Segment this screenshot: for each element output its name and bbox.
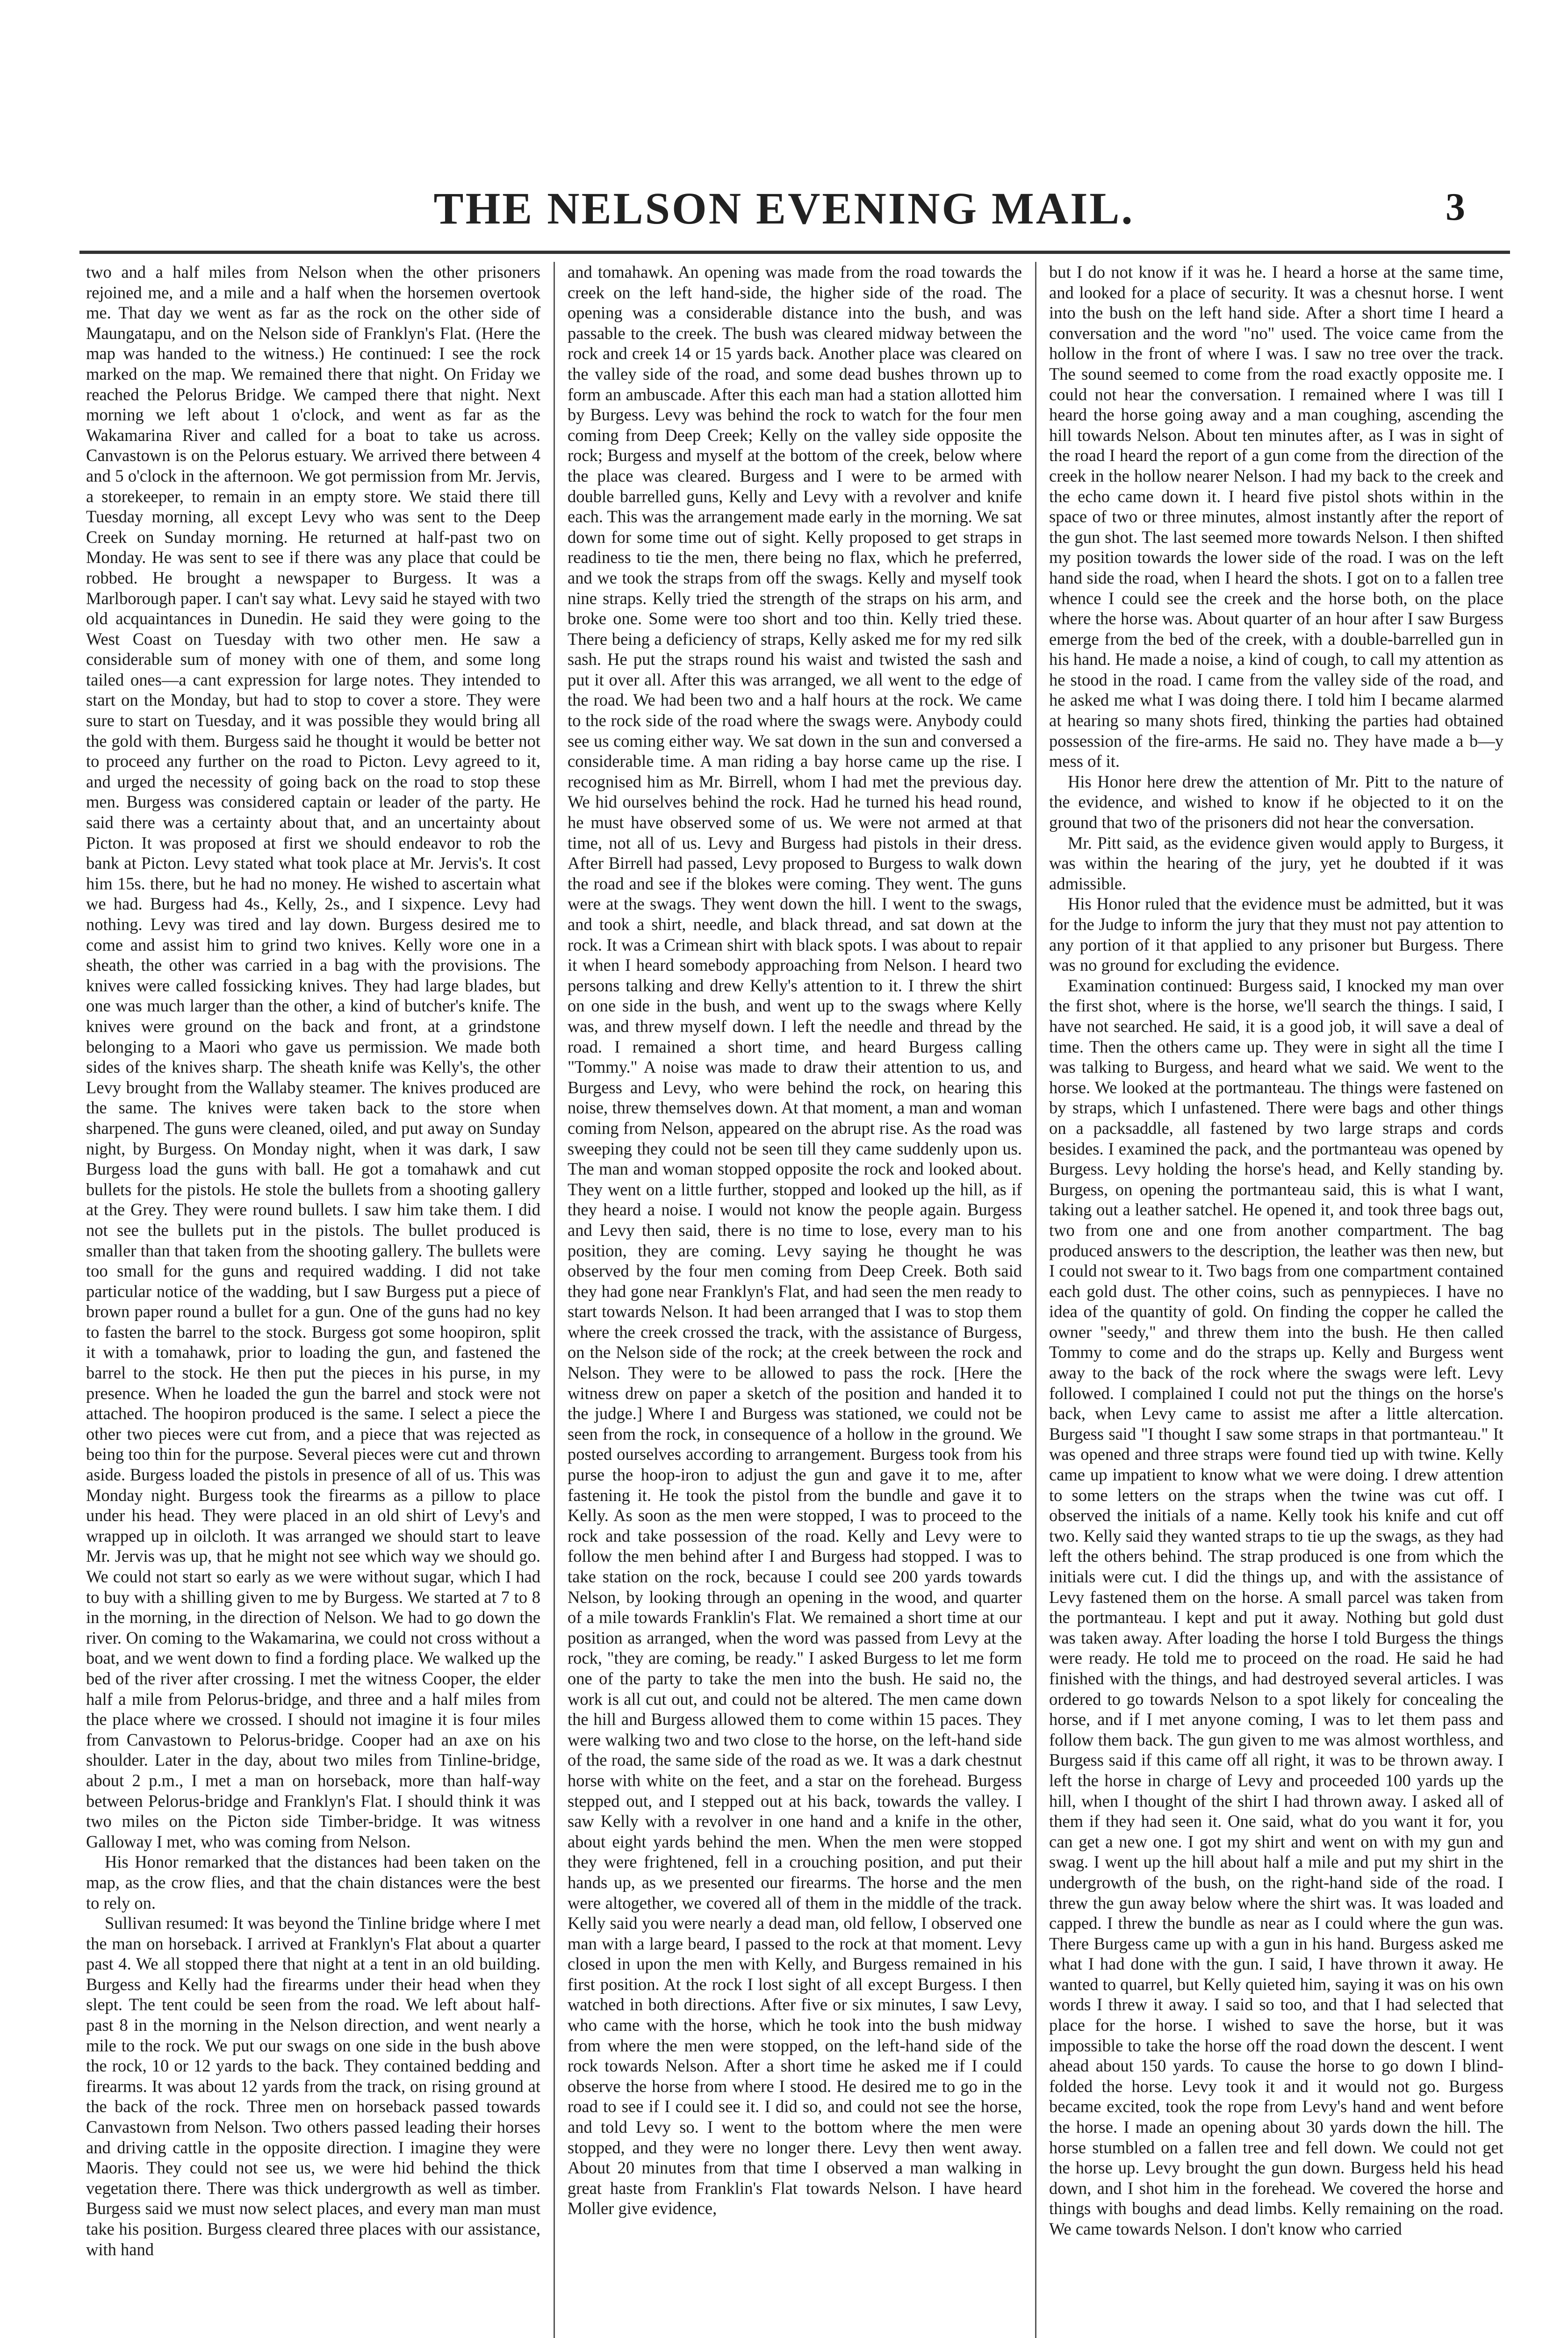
paragraph: Examination continued: Burgess said, I knocked my man over the first shot, where is the horse, we'll search the things. I said, I have not searched. He said, it is a good job, it will save a deal of time. Then the others came up. They were in sight all the time I was talking to Burgess, and heard what we said. We went to the horse. We looked at the portmanteau. The things were fastened on by straps, which I unfastened. There were bags and other things on a packsaddle, all fastened by two large straps and cords besides. I examined the pack, and the portmanteau was opened by Burgess. Levy holding the horse's head, and Kelly standing by. Burgess, on opening the portmanteau said, this is what I want, taking out a leather satchel. He opened it, and took three bags out, two from one and one from another compartment. The bag produced answers to the description, the leather was then new, but I could not swear to it. Two bags from one compartment contained each gold dust. The other coins, such as pennypieces. I have no idea of the quantity of gold. On finding the copper he called the owner "seedy," and threw them into the bush. He then called Tommy to come and do the straps up. Kelly and Burgess went away to the back of the rock where the swags were left. Levy followed. I complained I could not put the things on the horse's back, when Levy came to assist me after a little altercation. Burgess said "I thought I saw some straps in that portmanteau." It was opened and three straps were found tied up with twine. Kelly came up impatient to know what we were doing. I drew attention to some letters on the straps when the twine was cut off. I observed the initials of a name. Kelly took his knife and cut off two. Kelly said they wanted straps to tie up the swags, as they had left the others behind. The strap produced is one from which the initials were cut. I did the things up, and with the assistance of Levy fastened them on the horse. A small parcel was taken from the portmanteau. I kept and put it away. Nothing but gold dust was taken away. After loading the horse I told Burgess the things were ready. He told me to proceed on the road. He said he had finished with the things, and had destroyed several articles. I was ordered to go towards Nelson to a spot likely for concealing the horse, and if I met anyone coming, I was to let them pass and follow them back. The gun given to me was almost worthless, and Burgess said if this came off all right, it was to be thrown away. I left the horse in charge of Levy and proceeded 100 yards up the hill, when I thought of the shirt I had thrown away. I asked all of them if they had seen it. One said, what do you want it for, you can get a new one. I got my shirt and went on with my gun and swag. I went up the hill about half a mile and put my shirt in the undergrowth of the bush, on the right-hand side of the road. I threw the gun away below where the shirt was. It was loaded and capped. I threw the bundle as near as I could where the gun was. There Burgess came up with a gun in his hand. Burgess asked me what I had done with the gun. I said, I have thrown it away. He wanted to quarrel, but Kelly quieted him, saying it was on his own words I threw it away. I said so too, and that I had selected that place for the horse. I wished to save the horse, but it was impossible to take the horse off the road down the descent. I went ahead about 150 yards. To cause the horse to go down I blind-folded the horse. Levy took it and it would not go. Burgess became excited, took the rope from Levy's hand and went before the horse. I made an opening about 30 yards down the hill. The horse stumbled on a fallen tree and fell down. We could not get the horse up. Levy brought the gun down. Burgess held his head down, and I shot him in the forehead. We covered the horse and things with boughs and dead limbs. Kelly remaining on the road. We came towards Nelson. I don't know who carried bbox=[1049, 975, 1503, 2238]
article-columns bbox=[79, 262, 1510, 2338]
paragraph: Sullivan resumed: It was beyond the Tinline bridge where I met the man on horseback. I arrived at Franklyn's Flat about a quarter past 4. We all stopped there that night at a tent in an old building. Burgess and Kelly had the firearms under their head when they slept. The tent could be seen from the road. We left about half-past 8 in the morning in the Nelson direction, and went nearly a mile to the rock. We put our swags on one side in the bush above the rock, 10 or 12 yards to the back. They contained bedding and firearms. It was about 12 yards from the track, on rising ground at the back of the rock. Three men on horseback passed towards Canvastown from Nelson. Two others passed leading their horses and driving cattle in the opposite direction. I imagine they were Maoris. They could not see us, we were hid behind the thick vegetation there. There was thick undergrowth as well as timber. Burgess said we must now select places, and every man man must take his position. Burgess cleared three places with our assistance, with hand bbox=[86, 1913, 540, 2259]
paragraph: but I do not know if it was he. I heard a horse at the same time, and looked for a place of security. It was a chesnut horse. I went into the bush on the left hand side. After a short time I heard a conversation and the word "no" used. The voice came from the hollow in the front of where I was. I saw no tree over the track. The sound seemed to come from the road exactly opposite me. I could not hear the conversation. I remained where I was till I heard the horse going away and a man coughing, ascending the hill towards Nelson. About ten minutes after, as I was in sight of the road I heard the report of a gun come from the direction of the creek in the hollow nearer Nelson. I had my back to the creek and the echo came down it. I heard five pistol shots within in the space of two or three minutes, almost instantly after the report of the gun shot. The last seemed more towards Nelson. I then shifted my position towards the lower side of the road. I was on the left hand side the road, when I heard the shots. I got on to a fallen tree whence I could see the creek and the horse both, on the place where the horse was. About quarter of an hour after I saw Burgess emerge from the bed of the creek, with a double-barrelled gun in his hand. He made a noise, a kind of cough, to call my attention as he stood in the road. I came from the valley side of the road, and he asked me what I was doing there. I told him I became alarmed at hearing so many shots fired, thinking the parties had obtained possession of the fire-arms. He said no. They have made a b—y mess of it. bbox=[1049, 262, 1503, 771]
paragraph: and tomahawk. An opening was made from the road towards the creek on the left hand-side, the higher side of the road. The opening was a considerable distance into the bush, and was passable to the creek. The bush was cleared midway between the rock and creek 14 or 15 yards back. Another place was cleared on the valley side of the road, and some dead bushes thrown up to form an ambuscade. After this each man had a station allotted him by Burgess. Levy was behind the rock to watch for the four men coming from Deep Creek; Kelly on the valley side opposite the rock; Burgess and myself at the bottom of the creek, below where the place was cleared. Burgess and I were to be armed with double barrelled guns, Kelly and Levy with a revolver and knife each. This was the arrangement made early in the morning. We sat down for some time out of sight. Kelly proposed to get straps in readiness to tie the men, there being no flax, which he preferred, and we took the straps from off the swags. Kelly and myself took nine straps. Kelly tried the strength of the straps on his arm, and broke one. Some were too short and too thin. Kelly tried these. There being a deficiency of straps, Kelly asked me for my red silk sash. He put the straps round his waist and twisted the sash and put it over all. After this was arranged, we all went to the edge of the road. We had been two and a half hours at the rock. We came to the rock side of the road where the swags were. Anybody could see us coming either way. We sat down in the sun and conversed a considerable time. A man riding a bay horse came up the rise. I recognised him as Mr. Birrell, whom I had met the previous day. We hid ourselves behind the rock. Had he turned his head round, he must have observed some of us. We were not armed at that time, not all of us. Levy and Burgess had pistols in their dress. After Birrell had passed, Levy proposed to Burgess to walk down the road and see if the blokes were coming. They went. The guns were at the swags. They went down the hill. I went to the swags, and took a shirt, needle, and black thread, and sat down at the rock. It was a Crimean shirt with black spots. I was about to repair it when I heard somebody approaching from Nelson. I heard two persons talking and drew Kelly's attention to it. I threw the shirt on one side in the bush, and went up to the swags where Kelly was, and threw myself down. I left the needle and thread by the road. I remained a short time, and heard Burgess calling "Tommy." A noise was made to draw their attention to us, and Burgess and Levy, who were behind the rock, on hearing this noise, threw themselves down. At that moment, a man and woman coming from Nelson, appeared on the abrupt rise. As the road was sweeping they could not be seen till they came suddenly upon us. The man and woman stopped opposite the rock and looked about. They went on a little further, stopped and looked up the hill, as if they heard a noise. I would not know the people again. Burgess and Levy then said, there is no time to lose, every man to his position, they are coming. Levy saying he thought he was observed by the four men coming from Deep Creek. Both said they had gone near Franklyn's Flat, and had seen the men ready to start towards Nelson. It had been arranged that I was to stop them where the creek crossed the track, with the assistance of Burgess, on the Nelson side of the rock; at the creek between the rock and Nelson. They were to be allowed to pass the rock. [Here the witness drew on paper a sketch of the position and handed it to the judge.] Where I and Burgess was stationed, we could not be seen from the rock, in consequence of a hollow in the ground. We posted ourselves according to arrangement. Burgess took from his purse the hoop-iron to adjust the gun and gave it to me, after fastening it. He took the pistol from the bundle and gave it to Kelly. As soon as the men were stopped, I was to proceed to the rock and take possession of the road. Kelly and Levy were to follow the men behind after I and Burgess had stopped. I was to take station on the rock, because I could see 200 yards towards Nelson, by looking through an opening in the wood, and quarter of a mile towards Franklin's Flat. We remained a short time at our position as arranged, when the word was passed from Levy at the rock, "they are coming, be ready." I asked Burgess to let me form one of the party to take the men into the bush. He said no, the work is all cut out, and could not be altered. The men came down the hill and Burgess allowed them to come within 15 paces. They were walking two and two close to the horse, on the left-hand side of the road, the same side of the road as we. It was a dark chestnut horse with white on the feet, and a star on the forehead. Burgess stepped out, and I stepped out at his back, towards the valley. I saw Kelly with a revolver in one hand and a knife in the other, about eight yards behind the men. When the men were stopped they were frightened, fell in a crouching position, and put their hands up, as we presented our firearms. The horse and the men were altogether, we covered all of them in the middle of the track. Kelly said you were nearly a dead man, old fellow, I observed one man with a large beard, I passed to the rock at that moment. Levy closed in upon the men with Kelly, and Burgess remained in his first position. At the rock I lost sight of all except Burgess. I then watched in both directions. After five or six minutes, I saw Levy, who came with the horse, which he took into the bush midway from where the men were stopped, on the left-hand side of the rock towards Nelson. After a short time he asked me if I could observe the horse from where I stood. He desired me to go in the road to see if I could see it. I did so, and could not see the horse, and told Levy so. I went to the bottom where the men were stopped, and they were no longer there. Levy then went away. About 20 minutes from that time I observed a man walking in great haste from Franklin's Flat towards Nelson. I have heard Moller give evidence, bbox=[568, 262, 1022, 2218]
paragraph: Mr. Pitt said, as the evidence given would apply to Burgess, it was within the hearing of the jury, yet he doubted if it was admissible. bbox=[1049, 833, 1503, 893]
paragraph: His Honor here drew the attention of Mr. Pitt to the nature of the evidence, and wished to know if he objected to it on the ground that two of the prisoners did not hear the conversation. bbox=[1049, 772, 1503, 832]
newspaper-title: THE NELSON EVENING MAIL. bbox=[433, 183, 1135, 233]
column-divider bbox=[1029, 262, 1043, 2338]
column-3 bbox=[1043, 262, 1510, 2338]
masthead-rule bbox=[79, 251, 1510, 254]
column-1 bbox=[79, 262, 547, 2338]
column-2 bbox=[561, 262, 1029, 2338]
paragraph: His Honor remarked that the distances had been taken on the map, as the crow flies, and that the chain distances were the best to rely on. bbox=[86, 1852, 540, 1912]
paragraph: two and a half miles from Nelson when the other prisoners rejoined me, and a mile and a half when the horsemen overtook me. That day we went as far as the rock on the other side of Maungatapu, and on the Nelson side of Franklyn's Flat. (Here the map was handed to the witness.) He continued: I see the rock marked on the map. We remained there that night. On Friday we reached the Pelorus Bridge. We camped there that night. Next morning we left about 1 o'clock, and went as far as the Wakamarina River and called for a boat to take us across. Canvastown is on the Pelorus estuary. We arrived there between 4 and 5 o'clock in the afternoon. We got permission from Mr. Jervis, a storekeeper, to remain in an empty store. We staid there till Tuesday morning, all except Levy who was sent to the Deep Creek on Sunday morning. He returned at half-past two on Monday. He was sent to see if there was any place that could be robbed. He brought a newspaper to Burgess. It was a Marlborough paper. I can't say what. Levy said he stayed with two old acquaintances in Dunedin. He said they were going to the West Coast on Tuesday with two other men. He saw a considerable sum of money with one of them, and some long tailed ones—a cant expression for large notes. They intended to start on the Monday, but had to stop to cover a store. They were sure to start on Tuesday, and it was possible they would bring all the gold with them. Burgess said he thought it would be better not to proceed any further on the road to Picton. Levy agreed to it, and urged the necessity of going back on the road to stop these men. Burgess was considered captain or leader of the party. He said there was a certainty about that, and an uncertainty about Picton. It was proposed at first we should endeavor to rob the bank at Picton. Levy stated what took place at Mr. Jervis's. It cost him 15s. there, but he had no money. He wished to ascertain what we had. Burgess had 4s., Kelly, 2s., and I sixpence. Levy had nothing. Levy was tired and lay down. Burgess desired me to come and assist him to grind two knives. Kelly wore one in a sheath, the other was carried in a bag with the provisions. The knives were called fossicking knives. They had large blades, but one was much larger than the other, a kind of butcher's knife. The knives were ground on the back and front, at a grindstone belonging to a Maori who gave us permission. We made both sides of the knives sharp. The sheath knife was Kelly's, the other Levy brought from the Wallaby steamer. The knives produced are the same. The knives were taken back to the store when sharpened. The guns were cleaned, oiled, and put away on Sunday night, by Burgess. On Monday night, when it was dark, I saw Burgess load the guns with ball. He got a tomahawk and cut bullets for the pistols. He stole the bullets from a shooting gallery at the Grey. They were round bullets. I saw him take them. I did not see the bullets put in the pistols. The bullet produced is smaller than that taken from the shooting gallery. The bullets were too small for the guns and required wadding. I did not take particular notice of the wadding, but I saw Burgess put a piece of brown paper round a bullet for a gun. One of the guns had no key to fasten the barrel to the stock. Burgess got some hoopiron, split it with a tomahawk, prior to loading the gun, and fastened the barrel to the stock. He then put the pieces in his purse, in my presence. When he loaded the gun the barrel and stock were not attached. The hoopiron produced is the same. I select a piece the other two pieces were cut from, and a piece that was rejected as being too thin for the purpose. Several pieces were cut and thrown aside. Burgess loaded the pistols in presence of all of us. This was Monday night. Burgess took the firearms as a pillow to place under his head. They were placed in an old shirt of Levy's and wrapped up in oilcloth. It was arranged we should start to leave Mr. Jervis was up, that he might not see which way we should go. We could not start so early as we were without sugar, which I had to buy with a shilling given to me by Burgess. We started at 7 to 8 in the morning, in the direction of Nelson. We had to go down the river. On coming to the Wakamarina, we could not cross without a boat, and we went down to find a fording place. We walked up the bed of the river after crossing. I met the witness Cooper, the elder half a mile from Pelorus-bridge, and three and a half miles from the place where we crossed. I should not imagine it is four miles from Canvastown to Pelorus-bridge. Cooper had an axe on his shoulder. Later in the day, about two miles from Tinline-bridge, about 2 p.m., I met a man on horseback, more than half-way between Pelorus-bridge and Franklyn's Flat. I should think it was two miles on the Picton side Timber-bridge. It was witness Galloway I met, who was coming from Nelson. bbox=[86, 262, 540, 1851]
paragraph: His Honor ruled that the evidence must be admitted, but it was for the Judge to inform the jury that they must not pay attention to any portion of it that applied to any prisoner but Burgess. There was no ground for excluding the evidence. bbox=[1049, 894, 1503, 975]
masthead bbox=[0, 178, 1568, 248]
column-divider bbox=[547, 262, 561, 2338]
page-number: 3 bbox=[1446, 185, 1465, 229]
